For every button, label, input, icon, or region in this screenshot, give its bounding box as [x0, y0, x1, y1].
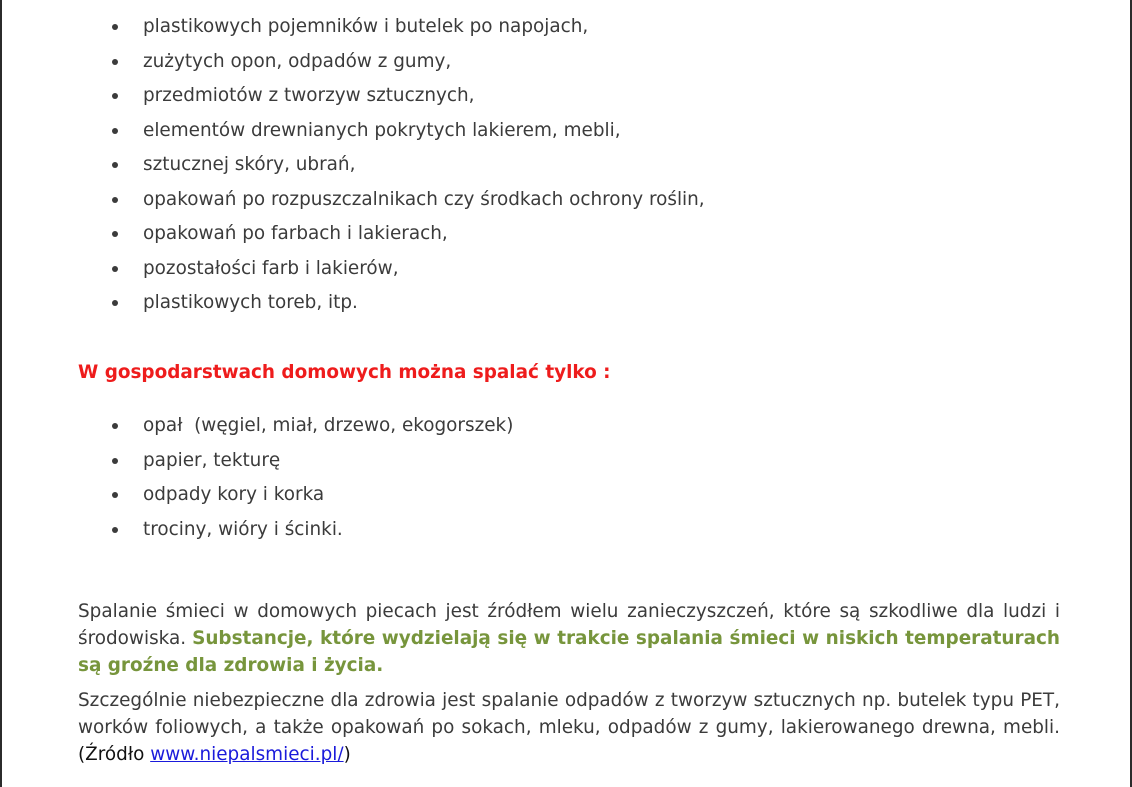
- paragraph-text: Szczególnie niebezpieczne dla zdrowia jest spalanie odpadów z tworzyw sztucznych np. butelek typu PET, worków foliowych, a także opakowań po sokach, mleku, odpadów z gumy, lakierowanego drewna, mebli.: [78, 690, 1060, 738]
- list-item: [2, 51, 1102, 86]
- paragraph-pollution: [78, 598, 1060, 679]
- bullet-icon: [112, 59, 118, 65]
- list-item-text: plastikowych toreb, itp.: [143, 292, 358, 313]
- list-item: [2, 189, 1102, 224]
- list-item-text: sztucznej skóry, ubrań,: [143, 154, 356, 175]
- bullet-icon: [112, 197, 118, 203]
- section-heading: W gospodarstwach domowych można spalać tylko :: [78, 362, 611, 383]
- list-item: [2, 16, 1102, 51]
- allowed-fuel-list: [2, 415, 1102, 553]
- list-item: [2, 120, 1102, 155]
- list-item-text: plastikowych pojemników i butelek po napojach,: [143, 16, 589, 37]
- paragraph-dangers: [78, 687, 1060, 768]
- list-item-text: przedmiotów z tworzyw sztucznych,: [143, 85, 475, 106]
- bullet-icon: [112, 128, 118, 134]
- bullet-icon: [112, 458, 118, 464]
- list-item: [2, 519, 1102, 554]
- forbidden-waste-list: [2, 16, 1102, 327]
- bullet-icon: [112, 24, 118, 30]
- list-item-text: opał (węgiel, miał, drzewo, ekogorszek): [143, 415, 514, 436]
- bullet-icon: [112, 300, 118, 306]
- list-item-text: opakowań po rozpuszczalnikach czy środkach ochrony roślin,: [143, 188, 705, 210]
- list-item-text: papier, tekturę: [143, 449, 281, 471]
- list-item-text: odpady kory i korka: [143, 484, 325, 505]
- highlighted-warning: Substancje, które wydzielają się w trakcie spalania śmieci w niskich temperaturach są groźne dla zdrowia i życia.: [78, 628, 1060, 676]
- list-item: [2, 484, 1102, 519]
- list-item: [2, 258, 1102, 293]
- list-item-text: opakowań po farbach i lakierach,: [143, 223, 448, 244]
- bullet-icon: [112, 231, 118, 237]
- bullet-icon: [112, 527, 118, 533]
- list-item-text: trociny, wióry i ścinki.: [143, 518, 343, 540]
- bullet-icon: [112, 423, 118, 429]
- list-item: [2, 292, 1102, 327]
- list-item: [2, 154, 1102, 189]
- list-item: [2, 85, 1102, 120]
- list-item: [2, 450, 1102, 485]
- list-item: [2, 223, 1102, 258]
- source-prefix: (Źródło: [78, 744, 151, 765]
- list-item-text: elementów drewnianych pokrytych lakierem, mebli,: [143, 119, 621, 141]
- bullet-icon: [112, 93, 118, 99]
- bullet-icon: [112, 266, 118, 272]
- paragraph-text: Spalanie śmieci w domowych piecach jest źródłem wielu zanieczyszczeń, które są szkodliwe dla ludzi i środowiska.: [78, 601, 1060, 649]
- bullet-icon: [112, 492, 118, 498]
- list-item-text: pozostałości farb i lakierów,: [143, 257, 399, 279]
- list-item-text: zużytych opon, odpadów z gumy,: [143, 50, 452, 72]
- list-item: [2, 415, 1102, 450]
- bullet-icon: [112, 162, 118, 168]
- source-link[interactable]: www.niepalsmieci.pl/: [150, 744, 344, 765]
- source-suffix: ): [343, 744, 351, 765]
